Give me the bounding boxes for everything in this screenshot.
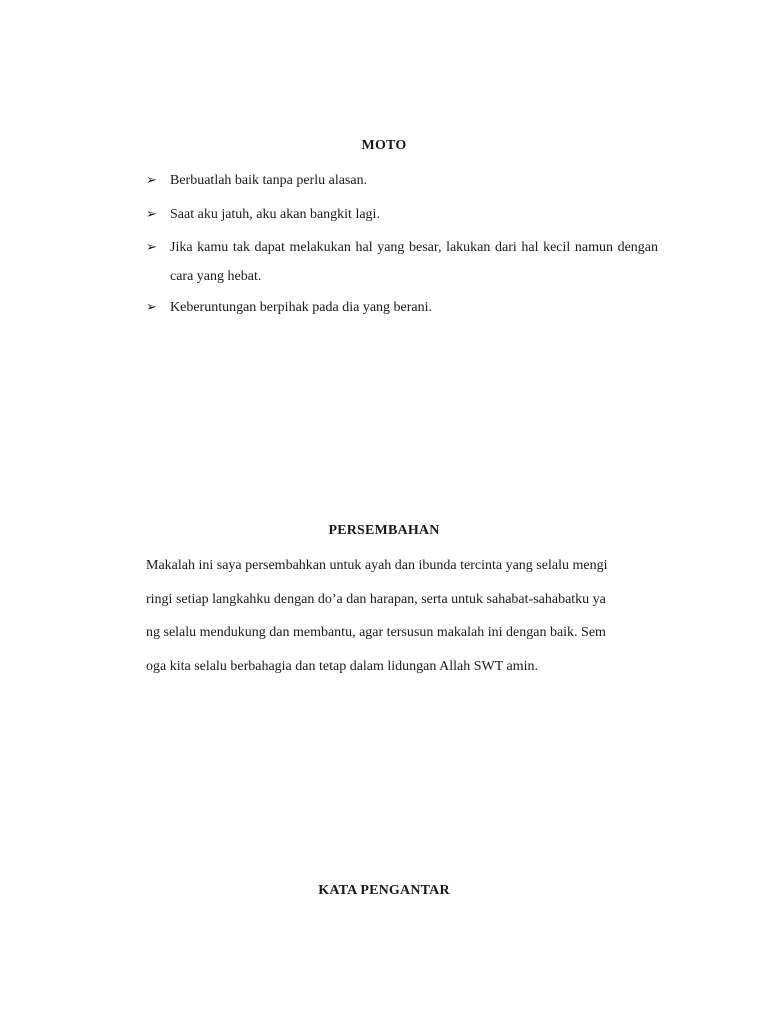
persembahan-heading: PERSEMBAHAN [328, 523, 440, 538]
arrow-bullet-icon: ➢ [146, 300, 157, 315]
moto-item-text: Saat aku jatuh, aku akan bangkit lagi. [170, 207, 380, 222]
moto-item-text: Keberuntungan berpihak pada dia yang berani. [170, 300, 433, 315]
moto-heading: MOTO [361, 138, 407, 153]
arrow-bullet-icon: ➢ [146, 207, 157, 222]
moto-item-text: Berbuatlah baik tanpa perlu alasan. [170, 173, 368, 188]
paragraph-line: ringi setiap langkahku dengan do’a dan harapan, serta untuk sahabat-sahabatku ya [146, 592, 606, 607]
paragraph-line: oga kita selalu berbahagia dan tetap dalam lidungan Allah SWT amin. [146, 659, 539, 674]
list-item [146, 233, 658, 291]
arrow-bullet-icon: ➢ [146, 173, 157, 188]
moto-item-text: Jika kamu tak dapat melakukan hal yang besar, lakukan dari hal kecil namun dengan cara yang hebat. [170, 240, 658, 284]
paragraph-line: ng selalu mendukung dan membantu, agar tersusun makalah ini dengan baik. Sem [146, 625, 606, 640]
list-item [146, 166, 658, 195]
list-item [146, 200, 658, 229]
paragraph-line: Makalah ini saya persembahkan untuk ayah dan ibunda tercinta yang selalu mengi [146, 558, 608, 573]
arrow-bullet-icon: ➢ [146, 240, 157, 255]
list-item [146, 293, 658, 322]
kata-pengantar-heading: KATA PENGANTAR [318, 883, 450, 898]
